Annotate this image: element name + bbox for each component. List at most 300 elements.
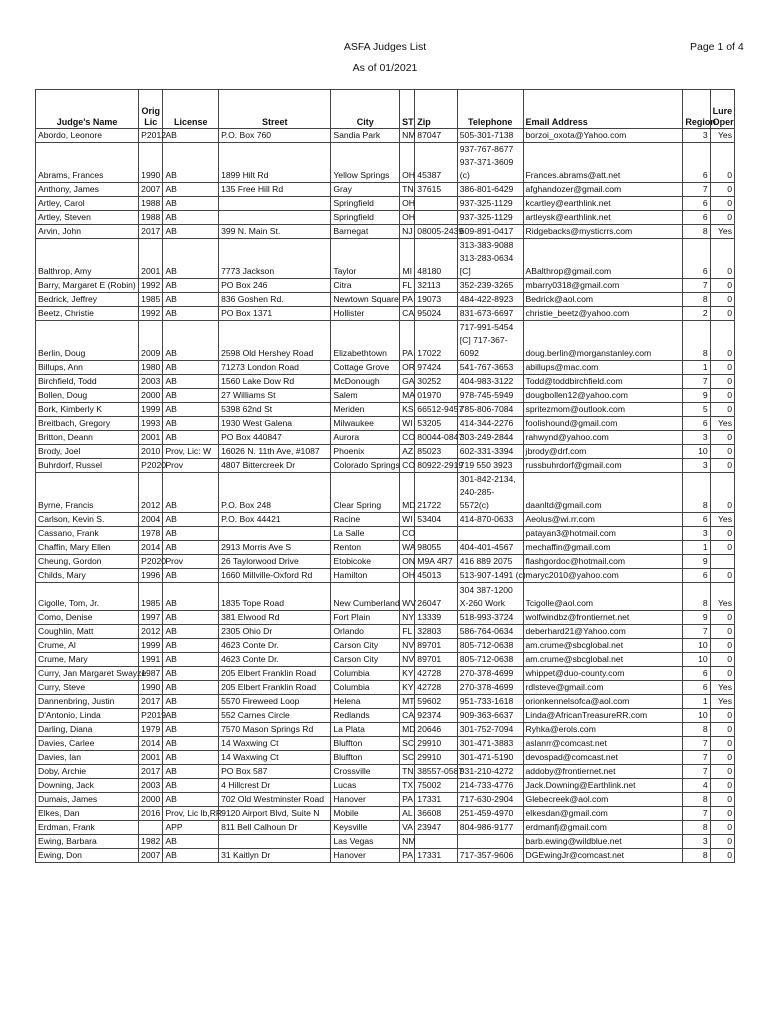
cell-email: jbrody@drf.com bbox=[523, 445, 683, 459]
cell-st: WV bbox=[400, 583, 415, 611]
cell-zip: 48180 bbox=[415, 239, 457, 279]
cell-lic: P2020 bbox=[139, 459, 163, 473]
cell-license: AB bbox=[163, 849, 219, 863]
cell-name: Byrne, Francis bbox=[36, 473, 139, 513]
cell-st: FL bbox=[400, 625, 415, 639]
cell-street: 836 Goshen Rd. bbox=[219, 293, 331, 307]
cell-email: am.crume@sbcglobal.net bbox=[523, 653, 683, 667]
cell-city: Bluffton bbox=[331, 751, 400, 765]
cell-lic: 1996 bbox=[139, 569, 163, 583]
cell-license: AB bbox=[163, 653, 219, 667]
cell-lure: 0 bbox=[710, 445, 734, 459]
cell-email: ABalthrop@gmail.com bbox=[523, 239, 683, 279]
cell-region: 6 bbox=[683, 417, 710, 431]
cell-email: dougbollen12@yahoo.com bbox=[523, 389, 683, 403]
cell-email: aslanrr@comcast.net bbox=[523, 737, 683, 751]
cell-email: foolishound@gmail.com bbox=[523, 417, 683, 431]
cell-tel: 931-210-4272 bbox=[457, 765, 523, 779]
cell-st: NV bbox=[400, 639, 415, 653]
cell-city: Lucas bbox=[331, 779, 400, 793]
cell-street: 1660 Millville-Oxford Rd bbox=[219, 569, 331, 583]
cell-tel: 804-986-9177 bbox=[457, 821, 523, 835]
cell-tel: 313-383-9088 313-283-0634 [C] bbox=[457, 239, 523, 279]
cell-street: P.O. Box 44421 bbox=[219, 513, 331, 527]
cell-license: AB bbox=[163, 417, 219, 431]
cell-email: Jack.Downing@Earthlink.net bbox=[523, 779, 683, 793]
cell-license: AB bbox=[163, 513, 219, 527]
table-row bbox=[36, 709, 735, 723]
cell-st: OH bbox=[400, 569, 415, 583]
cell-license: AB bbox=[163, 431, 219, 445]
cell-city: Hanover bbox=[331, 793, 400, 807]
cell-tel: 719 550 3923 bbox=[457, 459, 523, 473]
cell-name: Ewing, Barbara bbox=[36, 835, 139, 849]
cell-zip bbox=[415, 527, 457, 541]
cell-lure: 0 bbox=[710, 183, 734, 197]
cell-zip: 89701 bbox=[415, 639, 457, 653]
cell-lic: 1990 bbox=[139, 681, 163, 695]
cell-tel: 301-471-3883 bbox=[457, 737, 523, 751]
cell-lic: 2010 bbox=[139, 445, 163, 459]
cell-tel: 717-630-2904 bbox=[457, 793, 523, 807]
cell-email: daanltd@gmail.com bbox=[523, 473, 683, 513]
cell-zip: 53205 bbox=[415, 417, 457, 431]
cell-name: Coughlin, Matt bbox=[36, 625, 139, 639]
cell-lic: 2000 bbox=[139, 793, 163, 807]
cell-name: Beetz, Christie bbox=[36, 307, 139, 321]
cell-license: AB bbox=[163, 473, 219, 513]
cell-tel: 518-993-3724 bbox=[457, 611, 523, 625]
cell-license: Prov, Lic: W bbox=[163, 445, 219, 459]
cell-st: WA bbox=[400, 541, 415, 555]
cell-st: TN bbox=[400, 765, 415, 779]
cell-tel: 978-745-5949 bbox=[457, 389, 523, 403]
cell-name: D'Antonio, Linda bbox=[36, 709, 139, 723]
cell-st: SC bbox=[400, 737, 415, 751]
cell-email: barb.ewing@wildblue.net bbox=[523, 835, 683, 849]
cell-lure: Yes bbox=[710, 225, 734, 239]
cell-lure: 0 bbox=[710, 279, 734, 293]
cell-city: Keysville bbox=[331, 821, 400, 835]
cell-email: afghandozer@gmail.com bbox=[523, 183, 683, 197]
cell-lure: 0 bbox=[710, 569, 734, 583]
table-row bbox=[36, 653, 735, 667]
cell-region: 7 bbox=[683, 375, 710, 389]
cell-street: 14 Waxwing Ct bbox=[219, 751, 331, 765]
cell-email: maryc2010@yahoo.com bbox=[523, 569, 683, 583]
col-header-region: Region bbox=[683, 90, 710, 129]
cell-region: 7 bbox=[683, 625, 710, 639]
cell-region: 8 bbox=[683, 723, 710, 737]
cell-lure: 0 bbox=[710, 849, 734, 863]
table-row bbox=[36, 361, 735, 375]
table-row bbox=[36, 695, 735, 709]
cell-lic: 2012 bbox=[139, 473, 163, 513]
cell-street: 16026 N. 11th Ave, #1087 bbox=[219, 445, 331, 459]
cell-street: 9120 Airport Blvd, Suite N bbox=[219, 807, 331, 821]
cell-email: mechaffin@gmail.com bbox=[523, 541, 683, 555]
cell-city: Columbia bbox=[331, 681, 400, 695]
cell-name: Bork, Kimberly K bbox=[36, 403, 139, 417]
cell-region: 3 bbox=[683, 527, 710, 541]
table-row bbox=[36, 821, 735, 835]
cell-name: Erdman, Frank bbox=[36, 821, 139, 835]
cell-st: OH bbox=[400, 143, 415, 183]
cell-zip: 26047 bbox=[415, 583, 457, 611]
cell-lure: 0 bbox=[710, 625, 734, 639]
cell-name: Buhrdorf, Russel bbox=[36, 459, 139, 473]
cell-zip: 42728 bbox=[415, 667, 457, 681]
cell-tel: 505-301-7138 bbox=[457, 129, 523, 143]
cell-st: NM bbox=[400, 835, 415, 849]
cell-lic: 1980 bbox=[139, 361, 163, 375]
cell-st: AL bbox=[400, 807, 415, 821]
table-row bbox=[36, 849, 735, 863]
table-body bbox=[36, 129, 735, 863]
cell-zip: 97424 bbox=[415, 361, 457, 375]
table-row bbox=[36, 555, 735, 569]
cell-email: Linda@AfricanTreasureRR.com bbox=[523, 709, 683, 723]
cell-lure: 0 bbox=[710, 793, 734, 807]
cell-name: Billups, Ann bbox=[36, 361, 139, 375]
cell-st: NV bbox=[400, 653, 415, 667]
cell-st: CA bbox=[400, 307, 415, 321]
cell-tel: 951-733-1618 bbox=[457, 695, 523, 709]
cell-street: 2305 Ohio Dr bbox=[219, 625, 331, 639]
cell-zip: 01970 bbox=[415, 389, 457, 403]
cell-region: 1 bbox=[683, 541, 710, 555]
cell-email: erdmanfj@gmail.com bbox=[523, 821, 683, 835]
cell-city: Carson City bbox=[331, 639, 400, 653]
cell-zip: 38557-0587 bbox=[415, 765, 457, 779]
cell-city: La Salle bbox=[331, 527, 400, 541]
cell-email: rahwynd@yahoo.com bbox=[523, 431, 683, 445]
cell-st: FL bbox=[400, 279, 415, 293]
table-row bbox=[36, 389, 735, 403]
cell-region: 7 bbox=[683, 737, 710, 751]
cell-st: WI bbox=[400, 513, 415, 527]
cell-street: 27 Williams St bbox=[219, 389, 331, 403]
cell-lic: 1997 bbox=[139, 611, 163, 625]
cell-city: Gray bbox=[331, 183, 400, 197]
cell-st: CO bbox=[400, 459, 415, 473]
table-row bbox=[36, 513, 735, 527]
cell-street: 1835 Tope Road bbox=[219, 583, 331, 611]
cell-region: 6 bbox=[683, 143, 710, 183]
cell-street: 4623 Conte Dr. bbox=[219, 653, 331, 667]
cell-tel: 717-991-5454 [C] 717-367-6092 bbox=[457, 321, 523, 361]
cell-zip: 42728 bbox=[415, 681, 457, 695]
cell-license: AB bbox=[163, 211, 219, 225]
cell-tel bbox=[457, 835, 523, 849]
cell-region: 6 bbox=[683, 667, 710, 681]
cell-city: Clear Spring bbox=[331, 473, 400, 513]
cell-email: mbarry0318@gmail.com bbox=[523, 279, 683, 293]
cell-name: Darling, Diana bbox=[36, 723, 139, 737]
cell-name: Cassano, Frank bbox=[36, 527, 139, 541]
cell-license: AB bbox=[163, 197, 219, 211]
cell-name: Anthony, James bbox=[36, 183, 139, 197]
cell-email: addoby@frontiernet.net bbox=[523, 765, 683, 779]
cell-region: 6 bbox=[683, 197, 710, 211]
cell-name: Carlson, Kevin S. bbox=[36, 513, 139, 527]
table-row bbox=[36, 375, 735, 389]
cell-tel: 416 889 2075 bbox=[457, 555, 523, 569]
cell-region: 9 bbox=[683, 555, 710, 569]
cell-email: Bedrick@aol.com bbox=[523, 293, 683, 307]
cell-license: AB bbox=[163, 389, 219, 403]
cell-email: abillups@mac.com bbox=[523, 361, 683, 375]
cell-tel: 937-325-1129 bbox=[457, 211, 523, 225]
cell-license: AB bbox=[163, 527, 219, 541]
cell-region: 7 bbox=[683, 751, 710, 765]
cell-license: AB bbox=[163, 403, 219, 417]
cell-lic: 1979 bbox=[139, 723, 163, 737]
cell-zip: 30252 bbox=[415, 375, 457, 389]
cell-street: 2598 Old Hershey Road bbox=[219, 321, 331, 361]
cell-street: 4807 Bittercreek Dr bbox=[219, 459, 331, 473]
cell-city: Fort Plain bbox=[331, 611, 400, 625]
cell-email: Todd@toddbirchfield.com bbox=[523, 375, 683, 389]
table-row bbox=[36, 183, 735, 197]
cell-license: AB bbox=[163, 307, 219, 321]
cell-lic: 2001 bbox=[139, 751, 163, 765]
cell-city: Redlands bbox=[331, 709, 400, 723]
cell-street: 7773 Jackson bbox=[219, 239, 331, 279]
cell-license: AB bbox=[163, 639, 219, 653]
col-header-st: ST bbox=[400, 90, 415, 129]
cell-name: Como, Denise bbox=[36, 611, 139, 625]
cell-st: GA bbox=[400, 375, 415, 389]
cell-region: 3 bbox=[683, 431, 710, 445]
cell-region: 6 bbox=[683, 569, 710, 583]
cell-lure: 0 bbox=[710, 361, 734, 375]
col-header-name: Judge's Name bbox=[36, 90, 139, 129]
cell-street: 205 Elbert Franklin Road bbox=[219, 681, 331, 695]
cell-tel: 352-239-3265 bbox=[457, 279, 523, 293]
cell-name: Abordo, Leonore bbox=[36, 129, 139, 143]
cell-zip: 66512-9457 bbox=[415, 403, 457, 417]
cell-email: Ridgebacks@mysticrrs.com bbox=[523, 225, 683, 239]
cell-email: deberhard21@Yahoo.com bbox=[523, 625, 683, 639]
cell-license: AB bbox=[163, 751, 219, 765]
cell-name: Chaffin, Mary Ellen bbox=[36, 541, 139, 555]
cell-zip: 29910 bbox=[415, 751, 457, 765]
cell-license: AB bbox=[163, 737, 219, 751]
cell-st: PA bbox=[400, 793, 415, 807]
cell-region: 8 bbox=[683, 821, 710, 835]
cell-name: Artley, Carol bbox=[36, 197, 139, 211]
cell-name: Dumais, James bbox=[36, 793, 139, 807]
cell-name: Britton, Deann bbox=[36, 431, 139, 445]
cell-city: Racine bbox=[331, 513, 400, 527]
cell-tel: 404-401-4567 bbox=[457, 541, 523, 555]
cell-lic: 1982 bbox=[139, 835, 163, 849]
cell-lic: 2009 bbox=[139, 321, 163, 361]
cell-city: Aurora bbox=[331, 431, 400, 445]
col-header-city: City bbox=[331, 90, 400, 129]
table-row bbox=[36, 737, 735, 751]
cell-street: 4 Hillcrest Dr bbox=[219, 779, 331, 793]
cell-license: AB bbox=[163, 375, 219, 389]
table-row bbox=[36, 143, 735, 183]
cell-lic: 1985 bbox=[139, 583, 163, 611]
cell-zip: 98055 bbox=[415, 541, 457, 555]
cell-street: 2913 Morris Ave S bbox=[219, 541, 331, 555]
cell-region: 6 bbox=[683, 681, 710, 695]
cell-city: Taylor bbox=[331, 239, 400, 279]
cell-zip: 17331 bbox=[415, 849, 457, 863]
cell-region: 10 bbox=[683, 709, 710, 723]
cell-city: Columbia bbox=[331, 667, 400, 681]
cell-lure: 0 bbox=[710, 653, 734, 667]
cell-email: borzoi_oxota@Yahoo.com bbox=[523, 129, 683, 143]
cell-tel: 301-842-2134, 240-285-5572(c) bbox=[457, 473, 523, 513]
cell-tel: 270-378-4699 bbox=[457, 681, 523, 695]
cell-st: PA bbox=[400, 849, 415, 863]
cell-street: 26 Taylorwood Drive bbox=[219, 555, 331, 569]
cell-city: Salem bbox=[331, 389, 400, 403]
cell-zip: 89701 bbox=[415, 653, 457, 667]
cell-city: Mobile bbox=[331, 807, 400, 821]
cell-st: WI bbox=[400, 417, 415, 431]
cell-email: christie_beetz@yahoo.com bbox=[523, 307, 683, 321]
cell-lure: 0 bbox=[710, 459, 734, 473]
table-row bbox=[36, 129, 735, 143]
cell-lic: 2001 bbox=[139, 239, 163, 279]
cell-zip: 19073 bbox=[415, 293, 457, 307]
table-row bbox=[36, 403, 735, 417]
cell-lic: 2016 bbox=[139, 807, 163, 821]
cell-st: OH bbox=[400, 197, 415, 211]
cell-city: Meriden bbox=[331, 403, 400, 417]
cell-city: New Cumberland bbox=[331, 583, 400, 611]
table-header-row bbox=[36, 90, 735, 129]
cell-name: Doby, Archie bbox=[36, 765, 139, 779]
cell-license: AB bbox=[163, 681, 219, 695]
cell-region: 8 bbox=[683, 583, 710, 611]
cell-license: AB bbox=[163, 293, 219, 307]
cell-street: 135 Free Hill Rd bbox=[219, 183, 331, 197]
cell-name: Arvin, John bbox=[36, 225, 139, 239]
table-row bbox=[36, 431, 735, 445]
cell-street: 702 Old Westminster Road bbox=[219, 793, 331, 807]
cell-name: Artley, Steven bbox=[36, 211, 139, 225]
cell-tel: 303-249-2844 bbox=[457, 431, 523, 445]
cell-city: Springfield bbox=[331, 197, 400, 211]
cell-zip: 87047 bbox=[415, 129, 457, 143]
cell-zip: 92374 bbox=[415, 709, 457, 723]
cell-zip: 95024 bbox=[415, 307, 457, 321]
cell-st: CA bbox=[400, 709, 415, 723]
table-row bbox=[36, 279, 735, 293]
cell-license: AB bbox=[163, 183, 219, 197]
cell-city: Las Vegas bbox=[331, 835, 400, 849]
cell-license: Prov bbox=[163, 459, 219, 473]
cell-zip: 20646 bbox=[415, 723, 457, 737]
cell-lic: 1985 bbox=[139, 293, 163, 307]
cell-lure: 0 bbox=[710, 239, 734, 279]
cell-lure: 0 bbox=[710, 541, 734, 555]
cell-st: AZ bbox=[400, 445, 415, 459]
cell-region: 1 bbox=[683, 695, 710, 709]
cell-license: AB bbox=[163, 321, 219, 361]
cell-lic: 2012 bbox=[139, 625, 163, 639]
cell-street bbox=[219, 527, 331, 541]
cell-lic: 1988 bbox=[139, 197, 163, 211]
table-row bbox=[36, 583, 735, 611]
cell-lic: 2014 bbox=[139, 737, 163, 751]
cell-tel: 717-357-9606 bbox=[457, 849, 523, 863]
cell-lure: Yes bbox=[710, 417, 734, 431]
cell-lure: 0 bbox=[710, 431, 734, 445]
cell-tel: 586-764-0634 bbox=[457, 625, 523, 639]
cell-city: La Plata bbox=[331, 723, 400, 737]
cell-street: PO Box 246 bbox=[219, 279, 331, 293]
cell-zip: 29910 bbox=[415, 737, 457, 751]
cell-street: 5570 Fireweed Loop bbox=[219, 695, 331, 709]
cell-license: AB bbox=[163, 361, 219, 375]
cell-zip: 37615 bbox=[415, 183, 457, 197]
cell-city: Renton bbox=[331, 541, 400, 555]
cell-lic: 1999 bbox=[139, 639, 163, 653]
cell-license: AB bbox=[163, 239, 219, 279]
cell-lure: 0 bbox=[710, 293, 734, 307]
cell-st: OH bbox=[400, 211, 415, 225]
col-header-orig-lic: Orig Lic bbox=[139, 90, 163, 129]
cell-email: russbuhrdorf@gmail.com bbox=[523, 459, 683, 473]
cell-street: 71273 London Road bbox=[219, 361, 331, 375]
cell-tel: 304 387-1200 X-260 Work bbox=[457, 583, 523, 611]
cell-lure: 0 bbox=[710, 807, 734, 821]
cell-st: KY bbox=[400, 667, 415, 681]
cell-street bbox=[219, 835, 331, 849]
cell-zip: 85023 bbox=[415, 445, 457, 459]
cell-tel: 386-801-6429 bbox=[457, 183, 523, 197]
cell-lic: 2007 bbox=[139, 849, 163, 863]
table-row bbox=[36, 779, 735, 793]
cell-zip: 45387 bbox=[415, 143, 457, 183]
cell-lic: 1993 bbox=[139, 417, 163, 431]
cell-lic: 1990 bbox=[139, 143, 163, 183]
table-row bbox=[36, 793, 735, 807]
cell-lic: 2001 bbox=[139, 431, 163, 445]
cell-name: Balthrop, Amy bbox=[36, 239, 139, 279]
cell-zip bbox=[415, 197, 457, 211]
cell-name: Davies, Ian bbox=[36, 751, 139, 765]
cell-email: spritezmom@outlook.com bbox=[523, 403, 683, 417]
cell-zip bbox=[415, 835, 457, 849]
cell-lure: 0 bbox=[710, 737, 734, 751]
cell-name: Curry, Steve bbox=[36, 681, 139, 695]
cell-license: AB bbox=[163, 143, 219, 183]
cell-license: AB bbox=[163, 225, 219, 239]
cell-city: Helena bbox=[331, 695, 400, 709]
cell-street: P.O. Box 760 bbox=[219, 129, 331, 143]
col-header-lure-oper: Lure Oper bbox=[710, 90, 734, 129]
table-row bbox=[36, 723, 735, 737]
table-row bbox=[36, 197, 735, 211]
cell-license: AB bbox=[163, 695, 219, 709]
cell-st: NM bbox=[400, 129, 415, 143]
cell-street: 5398 62nd St bbox=[219, 403, 331, 417]
document-subtitle: As of 01/2021 bbox=[352, 62, 418, 74]
cell-name: Bedrick, Jeffrey bbox=[36, 293, 139, 307]
cell-street: 381 Elwood Rd bbox=[219, 611, 331, 625]
cell-st: CO bbox=[400, 527, 415, 541]
cell-zip: 45013 bbox=[415, 569, 457, 583]
cell-lic bbox=[139, 821, 163, 835]
